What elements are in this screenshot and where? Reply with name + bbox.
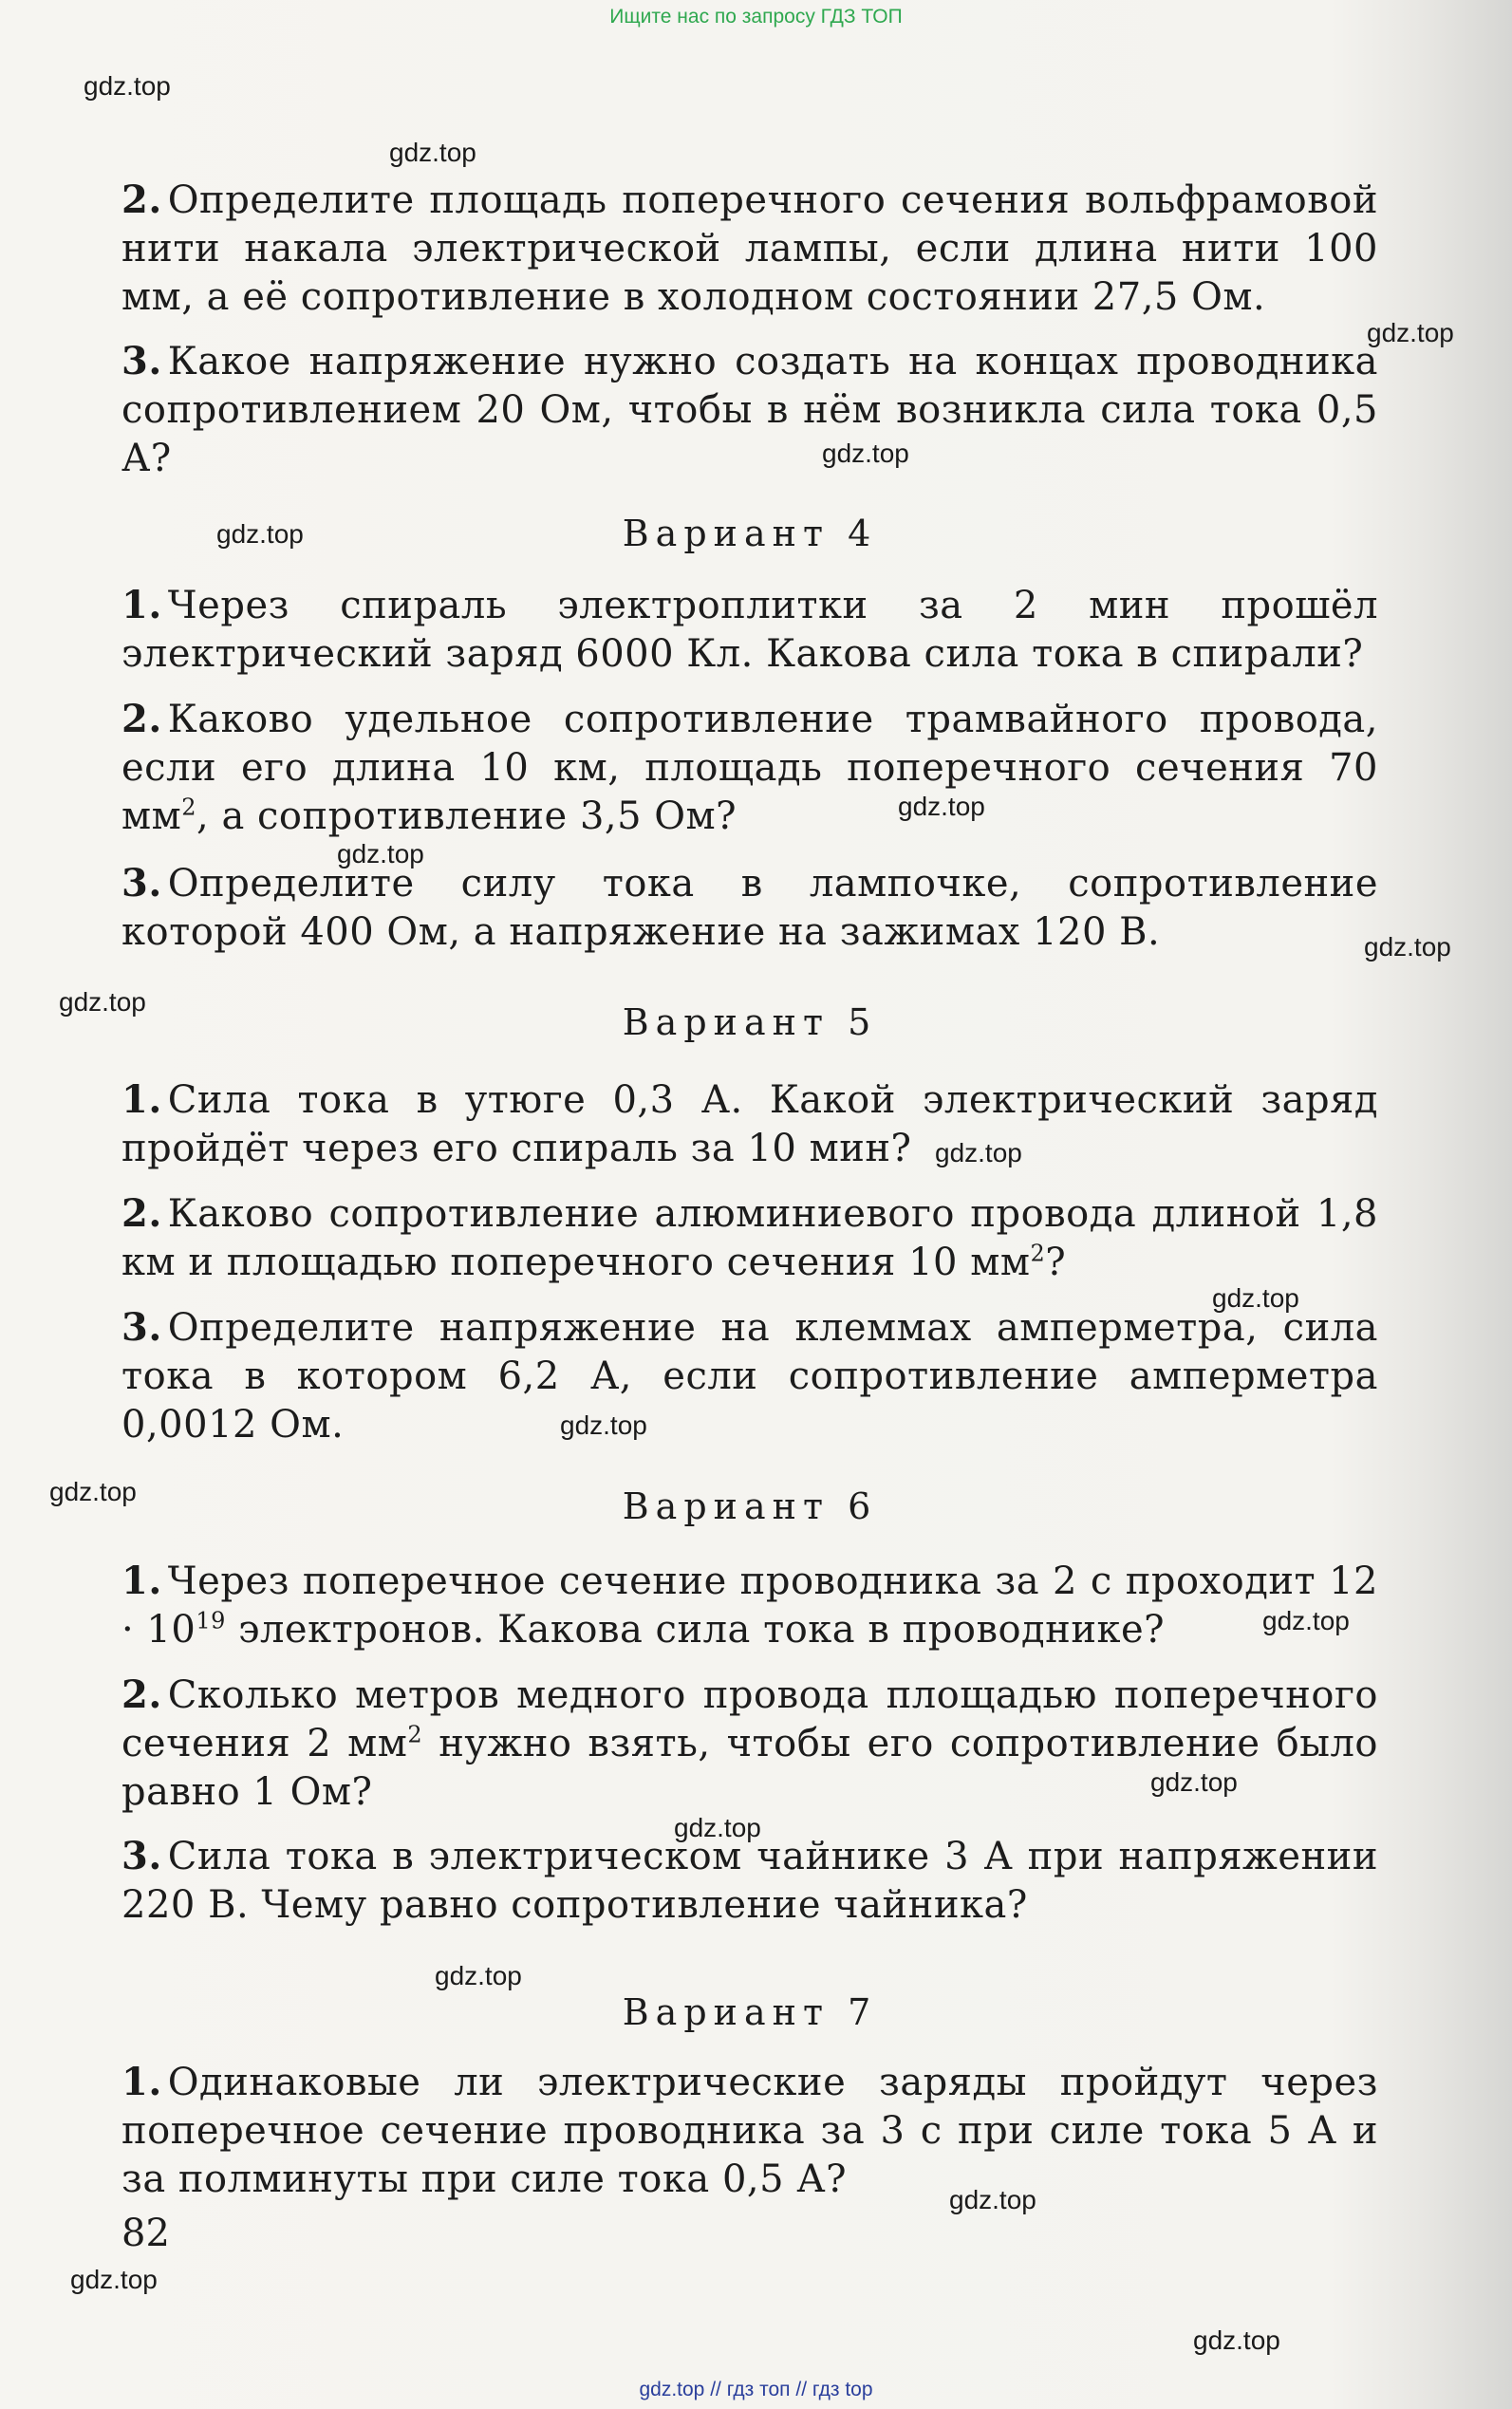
problem-3 bbox=[121, 1303, 1378, 1449]
header-search-link[interactable]: Ищите нас по запросу ГДЗ ТОП bbox=[609, 6, 903, 28]
superscript: 2 bbox=[407, 1721, 423, 1748]
watermark: gdz.top bbox=[435, 1961, 522, 1990]
problem-number: 3. bbox=[121, 1305, 162, 1350]
problem-1 bbox=[121, 1075, 1378, 1173]
variant-5-title: Вариант 5 bbox=[622, 1001, 878, 1043]
watermark: gdz.top bbox=[389, 138, 476, 167]
problem-text: Сколько метров медного провода площадью поперечного сечения 2 мм bbox=[121, 1673, 1378, 1765]
problem-2 bbox=[121, 1189, 1378, 1287]
problem-number: 1. bbox=[121, 1077, 162, 1122]
problem-text: , а сопротивление 3,5 Ом? bbox=[196, 794, 737, 838]
problem-text: Определите площадь поперечного сечения вольфрамовой нити накала электрической лампы, если длина нити 100 мм, а её сопротивление в холодном состоянии 27,5 Ом. bbox=[121, 178, 1378, 319]
problem-1 bbox=[121, 1557, 1378, 1654]
watermark: gdz.top bbox=[337, 839, 424, 868]
problem-text: Определите силу тока в лампочке, сопротивление которой 400 Ом, а напряжение на зажимах 120 В. bbox=[121, 862, 1378, 954]
problem-text: ? bbox=[1045, 1241, 1067, 1284]
watermark: gdz.top bbox=[1364, 932, 1451, 962]
problem-text: Сила тока в утюге 0,3 А. Какой электрический заряд пройдёт через его спираль за 10 мин? bbox=[121, 1078, 1378, 1170]
problem-text: Сила тока в электрическом чайнике 3 А при напряжении 220 В. Чему равно сопротивление чайника? bbox=[121, 1835, 1378, 1927]
problem-3 bbox=[121, 859, 1378, 957]
problem-2 bbox=[121, 176, 1378, 322]
watermark: gdz.top bbox=[49, 1477, 137, 1506]
watermark: gdz.top bbox=[59, 987, 146, 1017]
watermark: gdz.top bbox=[70, 2265, 158, 2294]
problem-number: 1. bbox=[121, 2060, 162, 2104]
superscript: 19 bbox=[196, 1607, 226, 1634]
problem-text: Определите напряжение на клеммах амперметра, сила тока в котором 6,2 А, если сопротивление амперметра 0,0012 Ом. bbox=[121, 1306, 1378, 1447]
problem-number: 3. bbox=[121, 861, 162, 906]
footer-links[interactable]: gdz.top // гдз топ // гдз top bbox=[639, 2379, 873, 2400]
problem-3 bbox=[121, 337, 1378, 483]
problem-number: 1. bbox=[121, 583, 162, 627]
problem-text: Через поперечное сечение проводника за 2 с проходит 12 · 10 bbox=[121, 1559, 1378, 1652]
watermark: gdz.top bbox=[216, 519, 304, 549]
problem-text: Каково удельное сопротивление трамвайного провода, если его длина 10 км, площадь поперечного сечения 70 мм bbox=[121, 698, 1378, 838]
watermark: gdz.top bbox=[1212, 1283, 1299, 1313]
watermark: gdz.top bbox=[935, 1138, 1022, 1167]
problem-text: электронов. Какова сила тока в проводнике? bbox=[225, 1608, 1166, 1652]
variant-7-title: Вариант 7 bbox=[622, 1991, 878, 2033]
problem-2 bbox=[121, 695, 1378, 841]
problem-number: 2. bbox=[121, 1191, 162, 1236]
watermark: gdz.top bbox=[949, 2185, 1036, 2214]
superscript: 2 bbox=[181, 794, 197, 821]
watermark: gdz.top bbox=[560, 1410, 647, 1440]
watermark: gdz.top bbox=[822, 439, 909, 468]
problem-text: Какое напряжение нужно создать на концах проводника сопротивлением 20 Ом, чтобы в нём возникла сила тока 0,5 А? bbox=[121, 340, 1378, 480]
problem-1 bbox=[121, 581, 1378, 679]
problem-3 bbox=[121, 1832, 1378, 1930]
problem-text: Через спираль электроплитки за 2 мин прошёл электрический заряд 6000 Кл. Какова сила тока в спирали? bbox=[121, 584, 1378, 676]
watermark: gdz.top bbox=[1150, 1767, 1238, 1797]
variant-4-title: Вариант 4 bbox=[622, 513, 878, 554]
watermark: gdz.top bbox=[674, 1813, 761, 1842]
watermark: gdz.top bbox=[84, 71, 171, 101]
problem-number: 1. bbox=[121, 1559, 162, 1603]
problem-number: 2. bbox=[121, 697, 162, 741]
variant-6-title: Вариант 6 bbox=[622, 1485, 878, 1527]
problem-1 bbox=[121, 2058, 1378, 2204]
watermark: gdz.top bbox=[1262, 1606, 1350, 1635]
watermark: gdz.top bbox=[1367, 318, 1454, 347]
problem-number: 2. bbox=[121, 1672, 162, 1717]
watermark: gdz.top bbox=[898, 792, 985, 821]
problem-text: нужно взять, чтобы его сопротивление было равно 1 Ом? bbox=[121, 1722, 1379, 1814]
problem-text: Одинаковые ли электрические заряды пройдут через поперечное сечение проводника за 3 с при силе тока 5 А и за полминуты при силе тока 0,5 А? bbox=[121, 2061, 1378, 2201]
problem-number: 3. bbox=[121, 1834, 162, 1878]
page-number: 82 bbox=[121, 2212, 170, 2255]
problem-number: 2. bbox=[121, 177, 162, 222]
watermark: gdz.top bbox=[1193, 2325, 1280, 2355]
problem-number: 3. bbox=[121, 339, 162, 383]
problem-2 bbox=[121, 1671, 1378, 1817]
problem-text: Каково сопротивление алюминиевого провода длиной 1,8 км и площадью поперечного сечения 10 мм bbox=[121, 1192, 1378, 1284]
superscript: 2 bbox=[1030, 1240, 1046, 1267]
